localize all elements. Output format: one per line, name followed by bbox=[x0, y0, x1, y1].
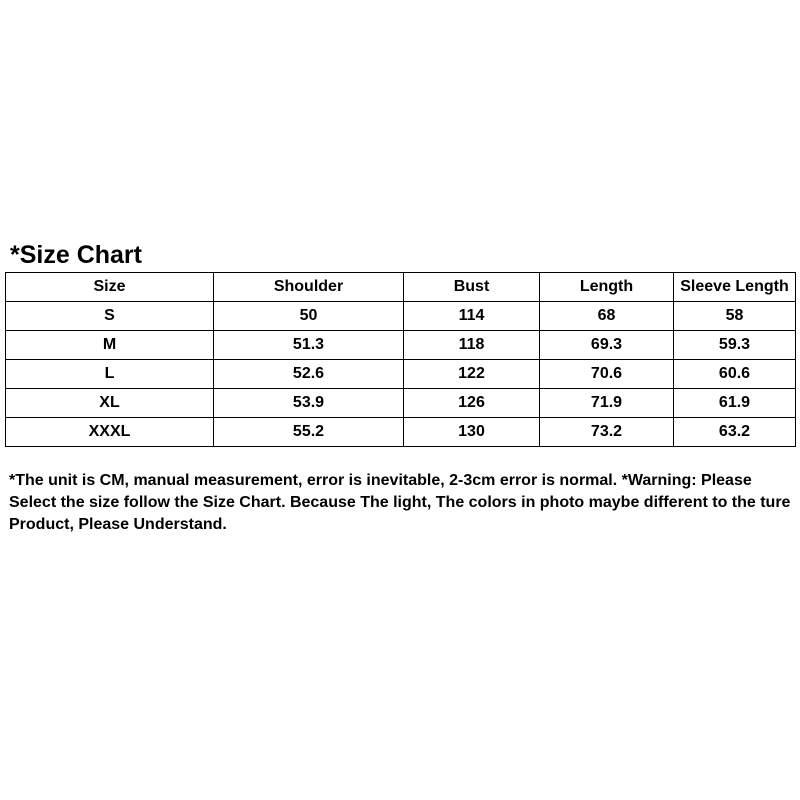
table-cell-length: 68 bbox=[540, 302, 674, 331]
table-cell-bust: 114 bbox=[404, 302, 540, 331]
table-cell-length: 71.9 bbox=[540, 389, 674, 418]
table-row bbox=[6, 331, 796, 360]
table-cell-sleeve-length: 63.2 bbox=[674, 418, 796, 447]
table-row bbox=[6, 360, 796, 389]
page-title: *Size Chart bbox=[10, 241, 142, 269]
table-cell-shoulder: 52.6 bbox=[214, 360, 404, 389]
size-chart-table bbox=[5, 272, 796, 447]
table-cell-sleeve-length: 59.3 bbox=[674, 331, 796, 360]
column-header-sleeve-length: Sleeve Length bbox=[674, 273, 796, 302]
table-cell-shoulder: 50 bbox=[214, 302, 404, 331]
table-cell-shoulder: 55.2 bbox=[214, 418, 404, 447]
measurement-note: *The unit is CM, manual measurement, error is inevitable, 2-3cm error is normal. *Warning: Please Select the size follow the Size Chart. Because The light, The colors in photo maybe different to the ture Product, Please Understand. bbox=[9, 472, 791, 533]
table-cell-bust: 126 bbox=[404, 389, 540, 418]
column-header-shoulder: Shoulder bbox=[214, 273, 404, 302]
column-header-size: Size bbox=[6, 273, 214, 302]
table-cell-sleeve-length: 58 bbox=[674, 302, 796, 331]
table-cell-shoulder: 53.9 bbox=[214, 389, 404, 418]
table-header-row bbox=[6, 273, 796, 302]
table-cell-size: M bbox=[6, 331, 214, 360]
table-cell-sleeve-length: 60.6 bbox=[674, 360, 796, 389]
column-header-bust: Bust bbox=[404, 273, 540, 302]
table-row bbox=[6, 418, 796, 447]
table-cell-bust: 122 bbox=[404, 360, 540, 389]
table-cell-size: XXXL bbox=[6, 418, 214, 447]
table-cell-length: 70.6 bbox=[540, 360, 674, 389]
table-cell-shoulder: 51.3 bbox=[214, 331, 404, 360]
table-cell-size: S bbox=[6, 302, 214, 331]
column-header-length: Length bbox=[540, 273, 674, 302]
table-cell-bust: 130 bbox=[404, 418, 540, 447]
table-cell-length: 73.2 bbox=[540, 418, 674, 447]
table-cell-sleeve-length: 61.9 bbox=[674, 389, 796, 418]
table-cell-size: XL bbox=[6, 389, 214, 418]
table-cell-bust: 118 bbox=[404, 331, 540, 360]
table-cell-size: L bbox=[6, 360, 214, 389]
table-row bbox=[6, 389, 796, 418]
table-cell-length: 69.3 bbox=[540, 331, 674, 360]
table-row bbox=[6, 302, 796, 331]
